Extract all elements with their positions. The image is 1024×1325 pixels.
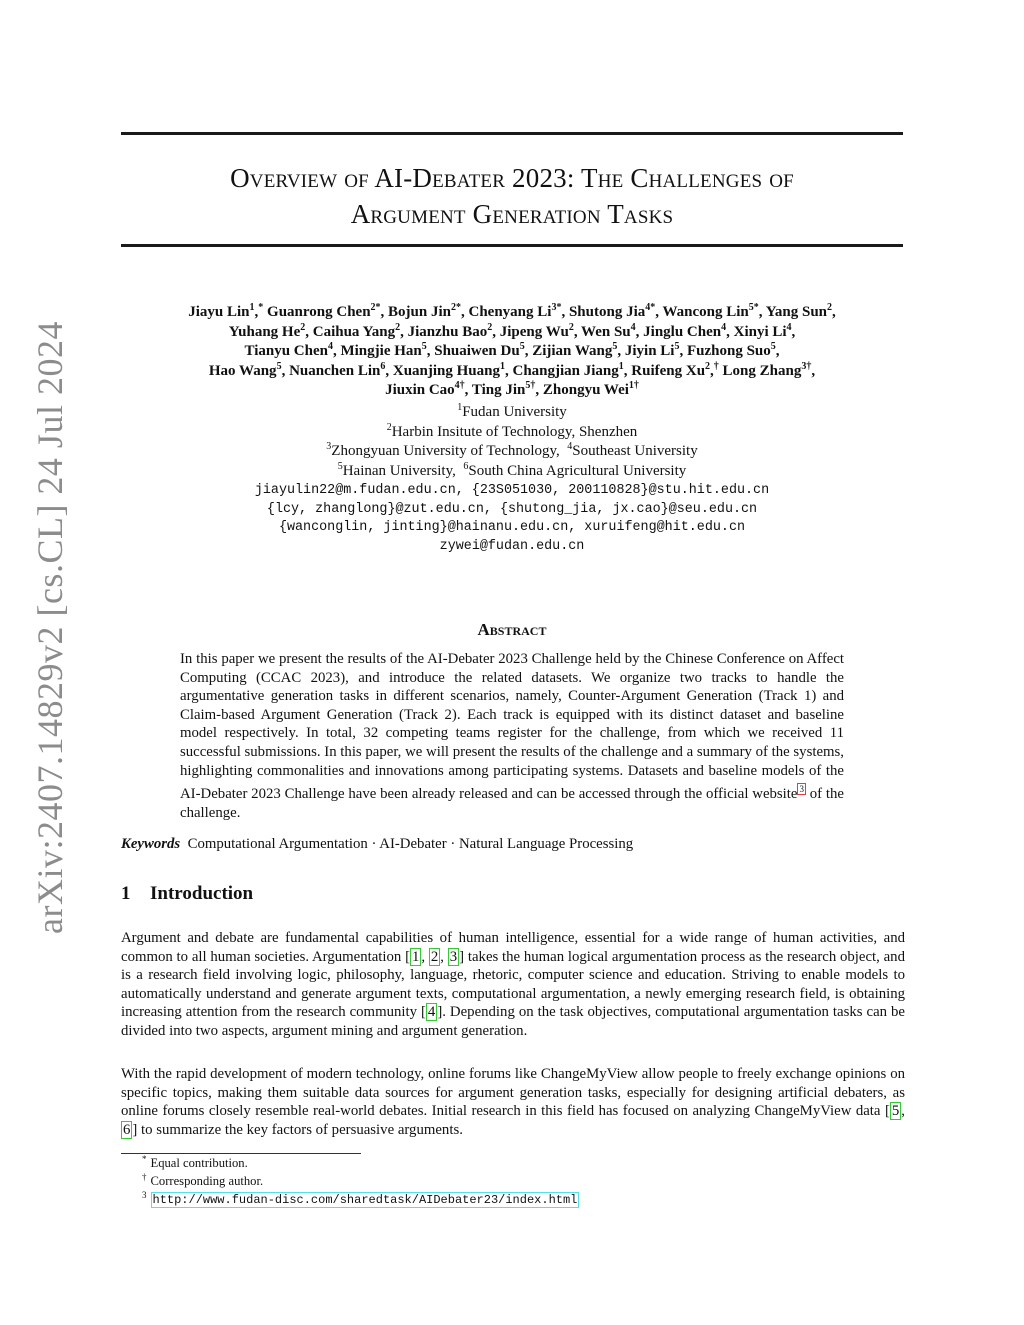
- paragraph-text: With the rapid development of modern technology, online forums like ChangeMyView allow people to freely exchange opinions on specific topics, making them suitable data sources for argument generation tasks, especially for designing artificial debaters, as online forums closely resemble real-world debates. Initial research in this field has focused on analyzing ChangeMyView data [: [121, 1066, 905, 1120]
- affiliation-line: $^3$Zhongyuan University of Technology, $^4$Southeast University: [326, 441, 698, 459]
- section-heading: [121, 883, 253, 905]
- title-line-2: Argument Generation Tasks: [350, 199, 674, 229]
- footnote-link[interactable]: 3: [799, 784, 804, 795]
- author-line: Tianyu Chen$^4$, Mingjie Han$^5$, Shuaiwen Du$^5$, Zijian Wang$^5$, Jiyin Li$^5$, Fuzhong Suo$^5$,: [244, 341, 780, 359]
- title-line-1: Overview of AI-Debater 2023: The Challenges of: [230, 163, 794, 193]
- citation-link[interactable]: 5: [891, 1103, 900, 1120]
- paragraph-text: ]. Depending on the task objectives, computational argumentation tasks can be divided into two aspects, argument mining and argument generation.: [121, 1004, 905, 1039]
- keywords: [121, 836, 633, 853]
- title-bottom-rule: [121, 244, 903, 247]
- footnote-url: [142, 1191, 579, 1208]
- abstract-text: In this paper we present the results of the AI-Debater 2023 Challenge held by the Chinese Conference on Affect Computing (CCAC 2023), and introduce the related datasets. We organize two tracks to handle the argumentative generation tasks in different scenarios, namely, Counter-Argument Generation (Track 1) and Claim-based Argument Generation (Track 2). Each track is equipped with its distinct dataset and baseline model respectively. In total, 32 competing teams register for the challenge, from which we received 11 successful submissions. In this paper, we will present the results of the challenge and a summary of the systems, highlighting commonalities and innovations among participating systems. Datasets and baseline models of the AI-Debater 2023 Challenge have been already released and can be accessed through the official website: [180, 651, 844, 803]
- title-top-rule: [121, 132, 903, 135]
- author-line: Jiayu Lin$^1$,* Guanrong Chen$^{2*}$, Bojun Jin$^{2*}$, Chenyang $Li^{3*}$, Shutong Jia$^{4*}$, Wancong Lin$^{5*}$, Yang Sun$^2$,: [188, 302, 836, 320]
- intro-paragraph-2: With the rapid development of modern technology, online forums like ChangeMyView allow people to freely exchange opinions on specific topics, making them suitable data sources for argument generation tasks, especially for designing artificial debaters, as online forums closely resemble real-world debates. Initial research in this field has focused on analyzing ChangeMyView data [ 5 , 6 ] to summarize the key factors of persuasive arguments.: [121, 1066, 905, 1138]
- footnote-equal: [142, 1155, 248, 1171]
- abstract-heading: Abstract: [477, 620, 547, 639]
- affiliations: [121, 403, 903, 481]
- footnote-mark: †: [142, 1171, 147, 1182]
- email-line: {lcy, zhanglong}@zut.edu.cn, {shutong_jia, jx.cao}@seu.edu.cn: [266, 501, 758, 517]
- author-list: [121, 303, 903, 401]
- footnote-rule: [121, 1153, 361, 1154]
- author-line: Hao Wang$^5$, Nuanchen Lin$^6$, Xuanjing Huang$^1$, Changjian Jiang$^1$, Ruifeng Xu$^2$,† Long Zhang$^{3\dagger}$,: [208, 360, 816, 379]
- footnote-mark: *: [142, 1153, 147, 1164]
- footnote-corresponding: [142, 1173, 263, 1189]
- keywords-label: Keywords: [121, 836, 181, 852]
- affiliation-line: $^1$Fudan University: [457, 402, 567, 420]
- email-line: jiayulin22@m.fudan.edu.cn, {23S051030, 200110828}@stu.hit.edu.cn: [254, 483, 770, 498]
- citation-link[interactable]: 6: [123, 1121, 131, 1138]
- author-emails: [121, 482, 903, 557]
- affiliation-line: $^2$Harbin Insitute of Technology, Shenzhen: [386, 421, 638, 440]
- keywords-text: Computational Argumentation · AI-Debater · Natural Language Processing: [187, 836, 634, 852]
- abstract-tail: of the challenge.: [180, 786, 844, 821]
- affiliation-line: $^5$Hainan University, $^6$South China Agricultural University: [337, 460, 687, 479]
- citation-link[interactable]: 4: [427, 1004, 436, 1021]
- citation-link[interactable]: 1: [412, 948, 420, 965]
- email-line: zywei@fudan.edu.cn: [439, 539, 585, 555]
- paragraph-text: ] takes the human logical argumentation process as the research object, and is a research field involving logic, philosophy, language, rhetoric, computer science and education. Striving to enable models to automatically understand and generate argument texts, computational argumentation, a newly emerging research field, is obtaining increasing attention from the research community [: [121, 948, 905, 1021]
- footnote-mark: 3: [142, 1189, 147, 1200]
- paragraph-text: Argument and debate are fundamental capabilities of human intelligence, essential for a wide range of human activities, and common to all human societies. Argumentation [: [121, 930, 905, 965]
- author-line: Jiuxin Cao$^{4\dagger}$, Ting Jin$^{5\dagger}$, Zhongyu Wei$^{1\dagger}$: [385, 380, 639, 398]
- section-number: 1: [121, 883, 131, 904]
- citation-link[interactable]: 3: [449, 948, 458, 965]
- footnote-text: Equal contribution.: [150, 1156, 248, 1170]
- section-title: Introduction: [150, 883, 254, 904]
- website-link[interactable]: http://www.fudan-disc.com/sharedtask/AIDebater23/index.html: [152, 1193, 578, 1207]
- abstract-body: [180, 650, 844, 822]
- intro-paragraph-1: Argument and debate are fundamental capabilities of human intelligence, essential for a wide range of human activities, and common to all human societies. Argumentation [ 1 , 2 , 3 ] takes the human logical argumentation process as the research object, and is a research field involving logic, philosophy, language, rhetoric, computer science and education. Striving to enable models to automatically understand and generate argument texts, computational argumentation, a newly emerging research field, is obtaining increasing attention from the research community [ 4 ]. Depending on the task objectives, computational argumentation tasks can be divided into two aspects, argument mining and argument generation.: [121, 930, 905, 1039]
- author-line: Yuhang He$^2$, Caihua Yang$^2$, Jianzhu Bao$^2$, Jipeng Wu$^2$, Wen Su$^4$, Jinglu Chen$^4$, Xinyi Li$^4$,: [228, 321, 796, 340]
- arxiv-stamp: arXiv:2407.14829v2 [cs.CL] 24 Jul 2024: [30, 321, 70, 934]
- citation-link[interactable]: 2: [430, 948, 439, 965]
- email-line: {wanconglin, jinting}@hainanu.edu.cn, xuruifeng@hit.edu.cn: [278, 520, 746, 536]
- paper-title: [121, 160, 903, 232]
- footnote-text: Corresponding author.: [150, 1174, 264, 1188]
- paragraph-text: ] to summarize the key factors of persuasive arguments.: [132, 1121, 463, 1138]
